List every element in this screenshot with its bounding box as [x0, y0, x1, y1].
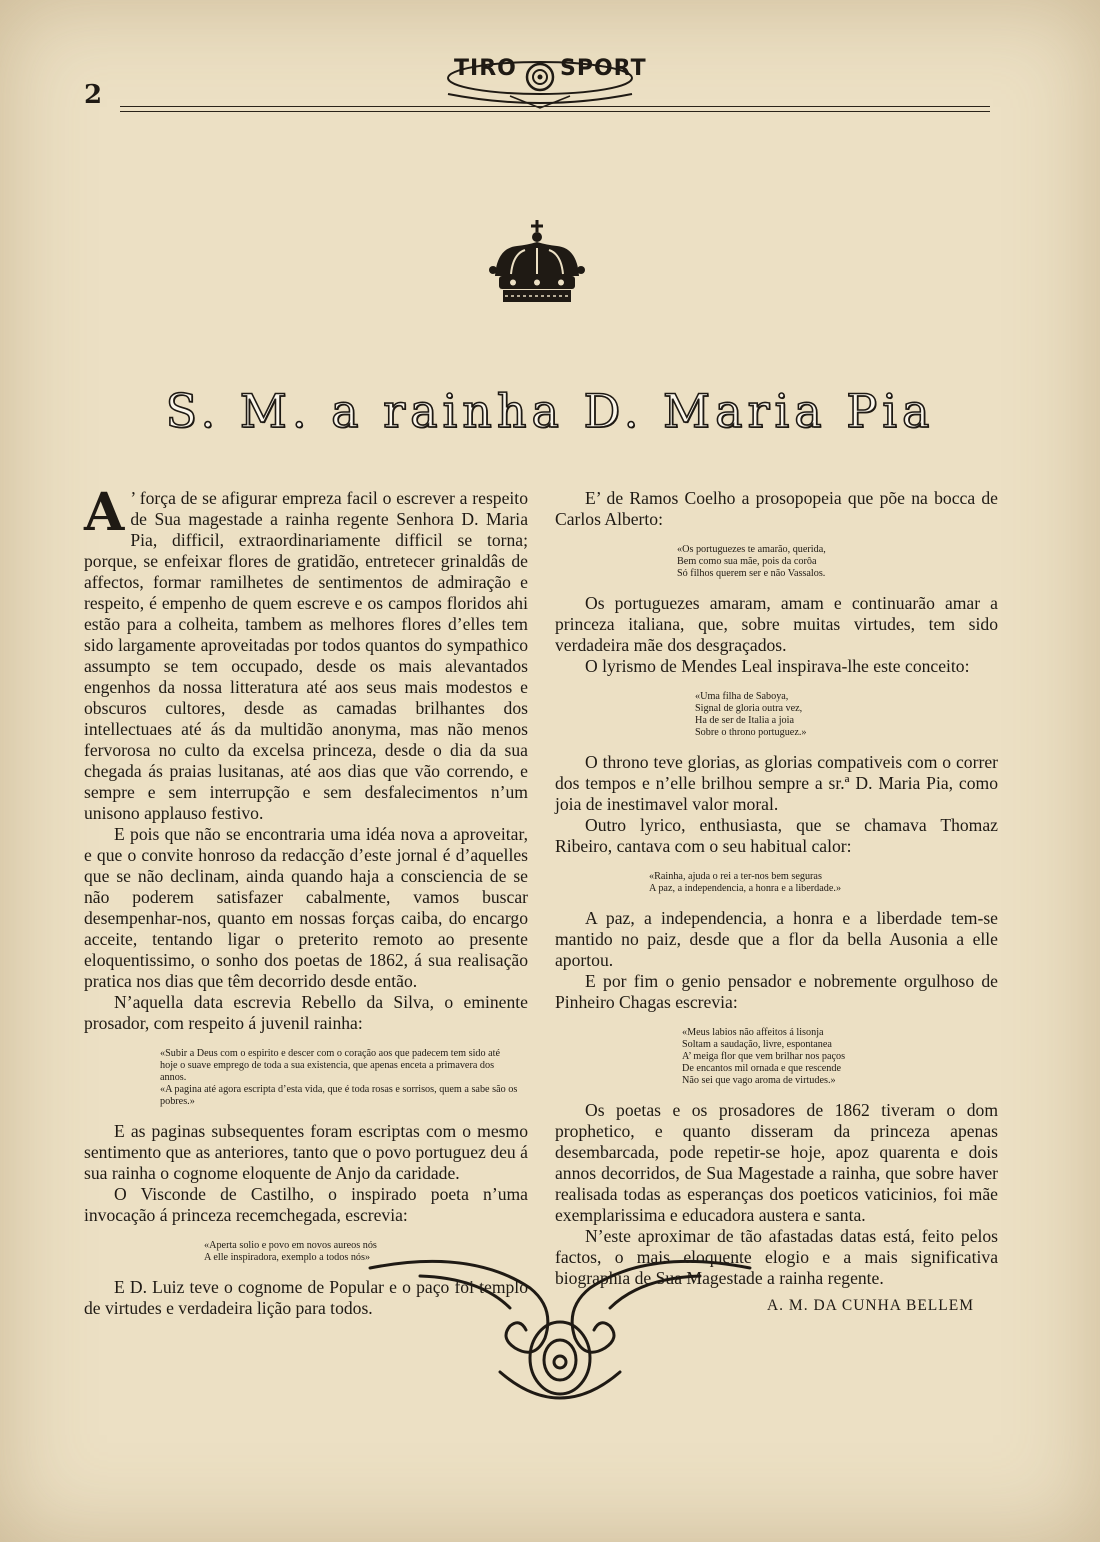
crown-icon — [487, 218, 587, 306]
paragraph: N’este aproximar de tão afastadas datas está, feito pelos factos, o mais eloquente elogio e a mais significativa biographia de Sua Magestade a rainha regente. — [555, 1226, 998, 1288]
paragraph: O throno teve glorias, as glorias compativeis com o correr dos tempos e n’elle brilhou sempre a sr.ª D. Maria Pia, como joia de inestimavel valor moral. — [555, 752, 998, 814]
article-column-left — [84, 482, 528, 1319]
quotation-ramos-coelho — [555, 544, 998, 580]
quotation-mendes-leal — [555, 691, 998, 739]
drop-cap: A — [84, 482, 125, 543]
masthead-word-right: SPORT — [560, 56, 647, 81]
article-title: S. M. a rainha D. Maria Pia — [165, 384, 935, 438]
quote-line: Ha de ser de Italia a joia — [695, 715, 794, 726]
paragraph: O lyrismo de Mendes Leal inspirava-lhe este conceito: — [585, 656, 970, 676]
author-signature: A. M. DA CUNHA BELLEM — [766, 1297, 974, 1314]
paragraph — [84, 482, 528, 824]
masthead-logo — [440, 50, 647, 110]
paragraph: N’aquella data escrevia Rebello da Silva, o eminente prosador, com respeito á juvenil rainha: — [84, 992, 528, 1033]
paragraph: E as paginas subsequentes foram escriptas com o mesmo sentimento que as anteriores, tanto que o povo portuguez deu á sua rainha o cognome eloquente de Anjo da caridade. — [84, 1121, 528, 1183]
quote-line: «Uma filha de Saboya, — [695, 691, 789, 702]
paragraph: O Visconde de Castilho, o inspirado poeta n’uma invocação á princeza recemchegada, escrevia: — [84, 1184, 528, 1225]
article-column-right — [555, 488, 998, 1316]
quote-line: Sobre o throno portuguez.» — [695, 727, 807, 738]
quote-line: «Rainha, ajuda o rei a ter-nos bem seguras — [649, 871, 822, 882]
header-rule-bottom — [120, 111, 990, 112]
quotation-thomaz-ribeiro — [555, 871, 998, 895]
header-rule-top — [120, 106, 990, 107]
paragraph: E D. Luiz teve o cognome de Popular e o paço foi templo de virtudes e verdadeira lição para todos. — [84, 1277, 528, 1318]
quotation-pinheiro-chagas — [555, 1027, 998, 1087]
quote-line: De encantos mil ornada e que rescende — [682, 1063, 841, 1074]
quote-line: «Subir a Deus com o espirito e descer com o coração aos que padecem tem sido até hoje o suave emprego de toda a sua existencia, que apenas enceta a primavera dos annos. — [160, 1048, 501, 1083]
paragraph: Os portuguezes amaram, amam e continuarão amar a princeza italiana, que, sobre muitas virtudes, tem sido verdadeira mãe dos desgraçados. — [555, 593, 998, 655]
quote-line: Bem como sua mãe, pois da corôa — [677, 556, 817, 567]
paragraph: Os poetas e os prosadores de 1862 tiveram o dom prophetico, e quanto disseram da princeza apenas desembarcada, pode repetir-se hoje, apoz quarenta e dois annos decorridos, de Sua Magestade a rainha, que sobre haver realisada todas as esperanças dos poeticos vaticinios, foi mãe exemplarissima e educadora austera e santa. — [555, 1100, 998, 1225]
quote-line: «Meus labios não affeitos á lisonja — [682, 1027, 824, 1038]
quote-line: Não sei que vago aroma de virtudes.» — [682, 1075, 836, 1086]
masthead-word-left: TIRO — [454, 56, 517, 81]
paragraph: E’ de Ramos Coelho a prosopopeia que põe na bocca de Carlos Alberto: — [555, 488, 998, 529]
paragraph: A paz, a independencia, a honra e a liberdade tem-se mantido no paiz, desde que a flor da bella Ausonia a elle aportou. — [555, 908, 998, 970]
page-number: 2 — [84, 80, 103, 110]
quote-line: A elle inspiradora, exemplo a todos nós» — [204, 1252, 371, 1263]
quotation-rebello-da-silva — [84, 1048, 528, 1108]
quote-line: A’ meiga flor que vem brilhar nos paços — [682, 1051, 846, 1062]
quote-line: «Aperta solio e povo em novos aureos nós — [204, 1240, 377, 1251]
paragraph: E pois que não se encontraria uma idéa nova a aproveitar, e que o convite honroso da redacção d’este jornal é d’aquelles que se não declinam, ainda quando haja a consciencia de se não poderem satisfazer cabalmente, vamos buscar desempenhar-nos, quanto em nossas forças caiba, do encargo acceite, tentando ligar o preterito remoto ao presente eloquentissimo, o sonho dos poetas de 1862, á sua realisação pratica nos dias que têm decorrido desde então. — [84, 824, 528, 991]
quote-line: «A pagina até agora escripta d’esta vida, que é toda rosas e sorrisos, quem a sabe são os pobres.» — [160, 1084, 518, 1107]
ornament-flourish-icon — [360, 1248, 760, 1408]
paragraph: Outro lyrico, enthusiasta, que se chamava Thomaz Ribeiro, cantava com o seu habitual calor: — [555, 815, 998, 856]
quote-line: «Os portuguezes te amarão, querida, — [677, 544, 826, 555]
quote-line: Soltam a saudação, livre, espontanea — [682, 1039, 832, 1050]
quote-line: A paz, a independencia, a honra e a liberdade.» — [649, 883, 842, 894]
paragraph: E por fim o genio pensador e nobremente orgulhoso de Pinheiro Chagas escrevia: — [555, 971, 998, 1012]
quote-line: Signal de gloria outra vez, — [695, 703, 803, 714]
quote-line: Só filhos querem ser e não Vassalos. — [677, 568, 826, 579]
paragraph-text: ’ força de se afigurar empreza facil o escrever a respeito de Sua magestade a rainha regente Senhora D. Maria Pia, difficil, extraordinariamente difficil se torna; porque, se enfeixar flores de gratidão, entretecer grinaldâs de affectos, formar ramilhetes de sentimentos de admiração e respeito, é empenho de quem escreve e os campos floridos ahi estão para a colheita, tambem as melhores flores d’elles tem sido largamente aproveitadas por todos quantos do sympathico assumpto se tem occupado, desde os mais alevantados engenhos da nossa litteratura até aos seus mais modestos e obscuros cultores, desde as camadas brilhantes dos intellectuaes até ás da multidão anonyma, mas não menos fervorosa no culto da excelsa princeza, desde o dia da sua chegada ás praias lusitanas, até aos dias que vão correndo, e sempre e sem interrupção e sem desfalecimentos n’um unisono applauso festivo. — [84, 488, 528, 823]
